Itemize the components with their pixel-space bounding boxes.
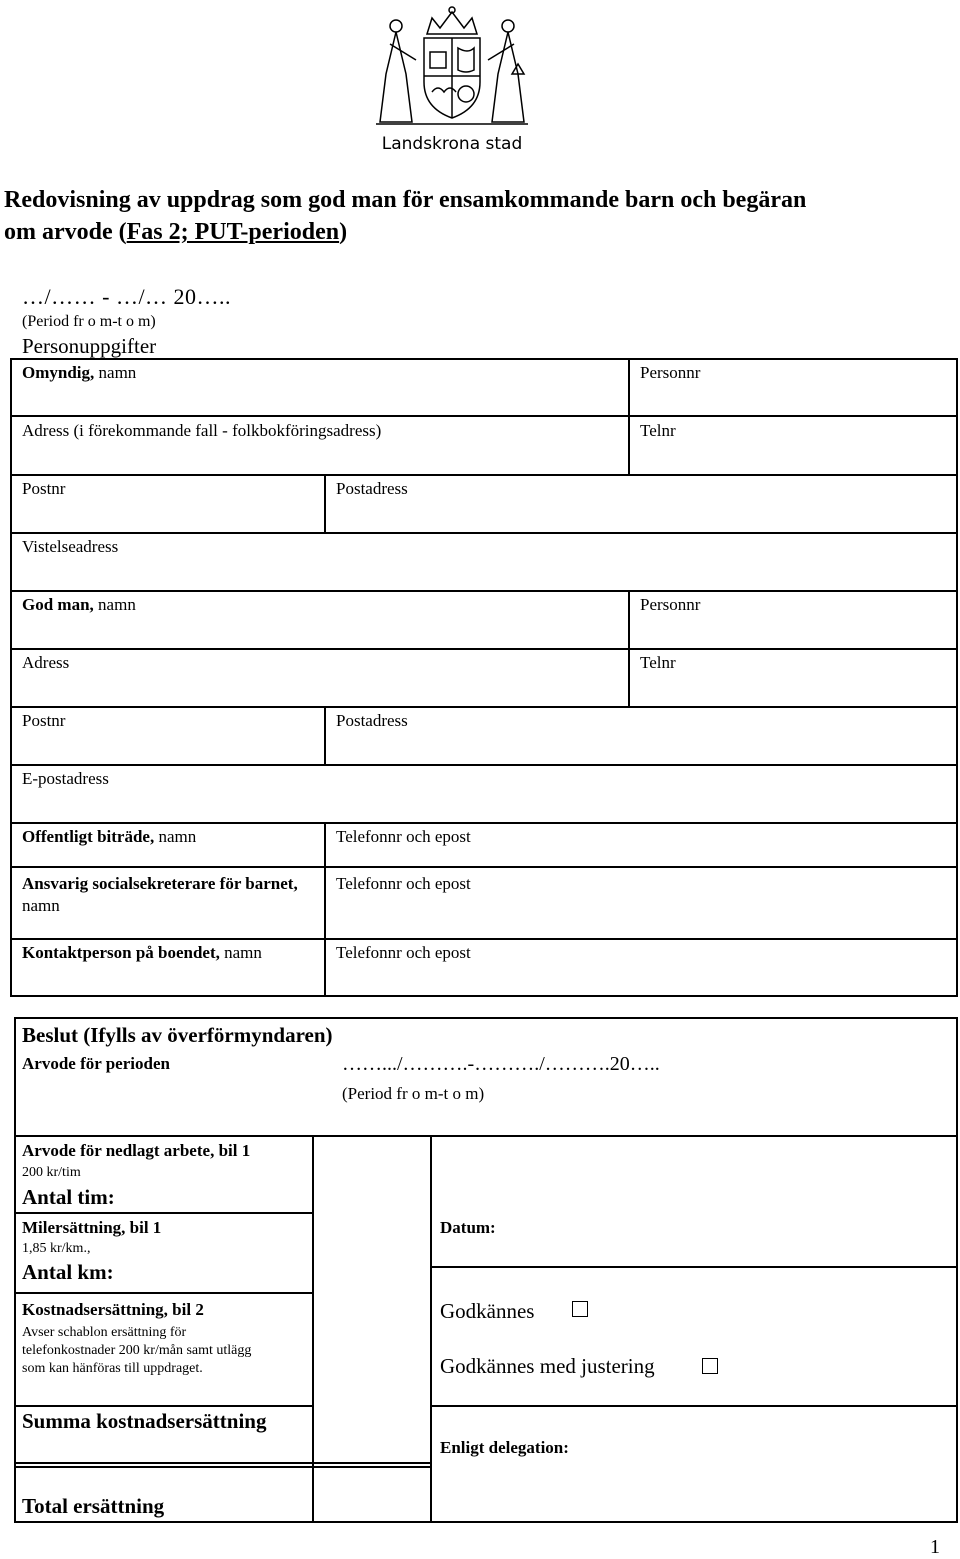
period-field[interactable]: …/…… - …/… 20….. — [22, 284, 232, 309]
minor-postadress-label: Postadress — [336, 479, 408, 498]
housing-contact-label: Kontaktperson på boendet, namn — [22, 943, 262, 962]
delegation-label: Enligt delegation: — [440, 1438, 569, 1457]
minor-personnr-label: Personnr — [640, 363, 701, 382]
period-note: (Period fr o m-t o m) — [22, 313, 156, 330]
minor-postnr-label: Postnr — [22, 479, 66, 498]
guardian-personnr-label: Personnr — [640, 595, 701, 614]
hours-label: Antal tim: — [22, 1185, 115, 1209]
total-expense-label: Summa kostnadsersättning — [22, 1409, 267, 1433]
approved-adjusted-label: Godkännes med justering — [440, 1354, 655, 1378]
document-title — [4, 184, 954, 248]
social-worker-contact-label: Telefonnr och epost — [336, 874, 471, 893]
mileage-rate: 1,85 kr/km., — [22, 1241, 91, 1256]
city-logo — [372, 4, 532, 156]
mileage-label: Milersättning, bil 1 — [22, 1218, 162, 1237]
approved-label: Godkännes — [440, 1299, 535, 1323]
title-line-2: om arvode (Fas 2; PUT-perioden) — [4, 219, 348, 245]
guardian-postnr-label: Postnr — [22, 711, 66, 730]
expense-desc-2: telefonkostnader 200 kr/mån samt utlägg — [22, 1343, 252, 1358]
public-counsel-contact-label: Telefonnr och epost — [336, 827, 471, 846]
fee-period-note: (Period fr o m-t o m) — [342, 1084, 485, 1103]
hourly-rate: 200 kr/tim — [22, 1165, 81, 1180]
title-underlined-part: Fas 2; PUT-perioden — [126, 219, 340, 245]
expense-comp-label: Kostnadsersättning, bil 2 — [22, 1300, 204, 1319]
guardian-phone-label: Telnr — [640, 653, 676, 672]
fee-period-label: Arvode för perioden — [22, 1054, 170, 1073]
guardian-name-label: God man, namn — [22, 595, 136, 614]
expense-desc-1: Avser schablon ersättning för — [22, 1325, 187, 1340]
approved-adjusted-checkbox[interactable] — [702, 1358, 718, 1374]
minor-phone-label: Telnr — [640, 421, 676, 440]
email-label: E-postadress — [22, 769, 109, 788]
social-worker-label: Ansvarig socialsekreterare för barnet, namn — [22, 874, 298, 915]
housing-contact-info-label: Telefonnr och epost — [336, 943, 471, 962]
beslut-heading: Beslut (Ifylls av överförmyndaren) — [22, 1023, 333, 1047]
minor-address-label: Adress (i förekommande fall - folkbokföringsadress) — [22, 421, 382, 440]
date-label: Datum: — [440, 1218, 496, 1237]
expense-desc-3: som kan hänföras till uppdraget. — [22, 1361, 203, 1376]
public-counsel-label: Offentligt biträde, namn — [22, 827, 197, 846]
coat-of-arms-icon — [372, 4, 532, 132]
work-fee-label: Arvode för nedlagt arbete, bil 1 — [22, 1141, 251, 1160]
approved-checkbox[interactable] — [572, 1301, 588, 1317]
fee-period-field[interactable]: …….../……….-………./……….20….. — [342, 1053, 660, 1075]
section-heading-personuppgifter: Personuppgifter — [22, 334, 157, 358]
total-compensation-label: Total ersättning — [22, 1494, 165, 1518]
title-line-1: Redovisning av uppdrag som god man för ensamkommande barn och begäran — [4, 187, 807, 213]
km-label: Antal km: — [22, 1260, 114, 1284]
guardian-postadress-label: Postadress — [336, 711, 408, 730]
vistelseadress-label: Vistelseadress — [22, 537, 119, 556]
page-number: 1 — [930, 1536, 940, 1558]
brand-name: Landskrona stad — [381, 134, 523, 154]
minor-name-label: Omyndig, namn — [22, 363, 137, 382]
guardian-address-label: Adress — [22, 653, 70, 672]
